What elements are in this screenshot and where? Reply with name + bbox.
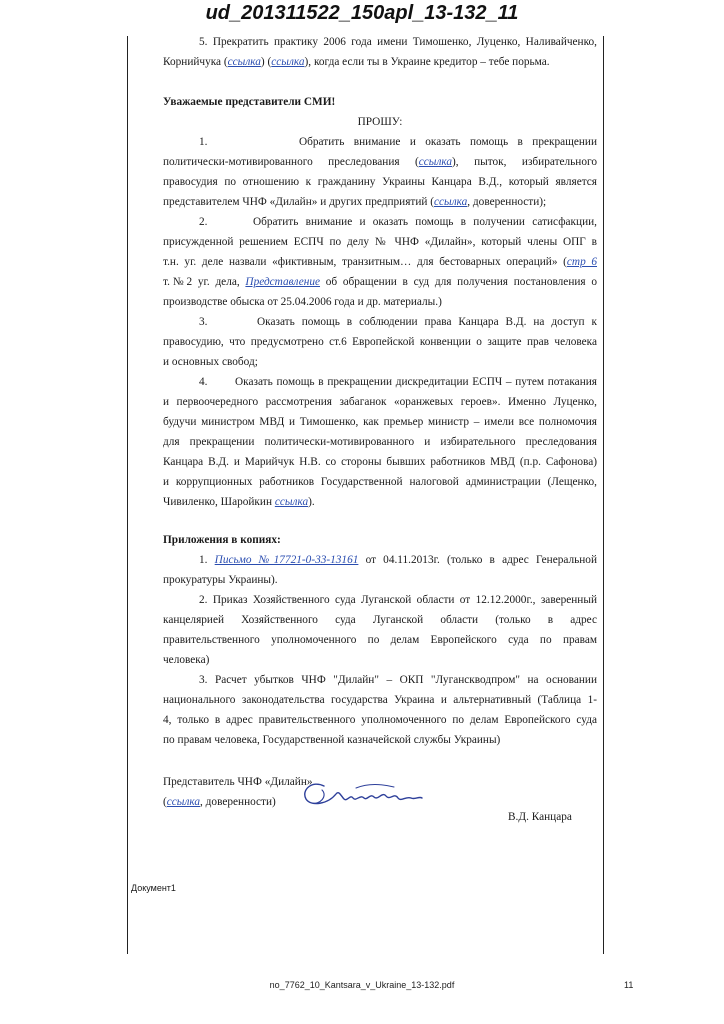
request4-line3: будучи министром МВД и Тимошенко, как премьер министр – имели все полномочия [163, 416, 597, 428]
request2-line5: производстве обыска от 25.04.2006 года и др. материалы.) [163, 296, 442, 308]
request2-line1: 2. Обратить внимание и оказать помощь в получении сатисфакции, [199, 216, 597, 228]
signatory-name: В.Д. Канцара [508, 811, 572, 823]
attachment2-line2: канцелярией Хозяйственного суда Луганской области (только в адрес [163, 614, 597, 626]
attachment1-line1: 1. Письмо №17721-0-33-13161 от 04.11.2013г. (только в адрес Генеральной [199, 554, 597, 566]
request3-line3: и основных свобод; [163, 356, 258, 368]
request1-line4: представителем ЧНФ «Дилайн» и других предприятий (ссылка, доверенности); [163, 196, 547, 208]
request1-line3: правосудия по отношению к гражданину Украины Канцара В.Д., который является [163, 176, 597, 188]
handwritten-signature [298, 772, 438, 814]
document-id-header: ud_201311522_150apl_13-132_11 [205, 2, 519, 24]
right-margin-line [603, 36, 604, 954]
request4-line5: Канцара В.Д. и Марийчук Н.В. со стороны бывших работников МВД (п.р. Сафонова) [163, 456, 597, 468]
document-label: Документ1 [131, 883, 176, 893]
attachments-heading: Приложения в копиях: [163, 534, 281, 546]
request2-line4: т.№2 уг. дела, Представление об обращении в суд для получения постановления о [163, 276, 597, 288]
footer-page-number: 11 [624, 980, 634, 990]
proshu-heading: ПРОШУ: [357, 116, 403, 128]
request2-link-representation[interactable]: Представление [245, 276, 321, 288]
representative-credentials: (ссылка, доверенности) [163, 796, 276, 808]
attachment2-line1: 2. Приказ Хозяйственного суда Луганской области от 12.12.2000г., заверенный [199, 594, 597, 606]
request1-line2: политически-мотивированного преследования (ссылка), пыток, избирательного [163, 156, 597, 168]
smi-heading: Уважаемые представители СМИ! [163, 96, 336, 108]
request4-line2: и первоочередного рассмотрения забаганок «оранжевых героев». Именно Луценко, [163, 396, 597, 408]
representative-line: Представитель ЧНФ «Дилайн» [163, 776, 313, 788]
request1-link2[interactable]: ссылка [434, 196, 468, 208]
attachment3-line2: национального законодательства государства Украина и альтернативный (Таблица 1- [163, 694, 597, 706]
request1-line1: 1. Обратить внимание и оказать помощь в прекращении [199, 136, 597, 148]
attachment3-line1: 3. Расчет убытков ЧНФ "Дилайн" – ОКП "Луганскводпром" на основании [199, 674, 597, 686]
request3-line1: 3. Оказать помощь в соблюдении права Канцара В.Д. на доступ к [199, 316, 597, 328]
request4-line6: и коррупционных работников Государственной налоговой администрации (Лещенко, [163, 476, 597, 488]
request4-line1: 4. Оказать помощь в прекращении дискредитации ЕСПЧ – путем потакания [199, 376, 597, 388]
para5-link1[interactable]: ссылка [227, 56, 261, 68]
para5-line2: Корнийчука (ссылка) (ссылка), когда если ты в Украине кредитор – тебе порьма. [163, 56, 550, 68]
attachment3-line3: 4, только в адрес правительственного уполномоченного по делам Европейского суда [163, 714, 597, 726]
attachment2-line3: правительственного уполномоченного по делам Европейского суда по правам [163, 634, 597, 646]
request4-line7: Чивиленко, Шаройкин ссылка). [163, 496, 315, 508]
left-margin-line [127, 36, 128, 954]
request4-link[interactable]: ссылка [274, 496, 309, 508]
footer-filename: no_7762_10_Kantsara_v_Ukraine_13-132.pdf [269, 980, 455, 990]
attachment1-letter-link[interactable]: Письмо №17721-0-33-13161 [214, 554, 359, 566]
para5-link2[interactable]: ссылка [271, 56, 305, 68]
representative-link[interactable]: ссылка [166, 796, 201, 808]
request2-line2: присужденной решением ЕСПЧ по делу № ЧНФ «Дилайн», который члены ОПГ в [163, 236, 597, 248]
request1-link[interactable]: ссылка [418, 156, 453, 168]
request2-line3: т.н. уг. деле назвали «фиктивным, транзитным… для бестоварных операций» (стр 6 [163, 256, 598, 268]
para5-line1: 5. Прекратить практику 2006 года имени Тимошенко, Луценко, Наливайченко, [199, 36, 597, 48]
request2-link-page[interactable]: стр 6 [566, 256, 598, 268]
request3-line2: правосудию, что предусмотрено ст.6 Европейской конвенции о защите прав человека [163, 336, 597, 348]
attachment1-line2: прокуратуры Украины). [163, 574, 278, 586]
attachment2-line4: человека) [163, 654, 210, 666]
request4-line4: для прекращении политически-мотивированного и избирательного преследования [163, 436, 597, 448]
attachment3-line4: по правам человека, Государственной казначейской службы Украины) [163, 734, 501, 746]
